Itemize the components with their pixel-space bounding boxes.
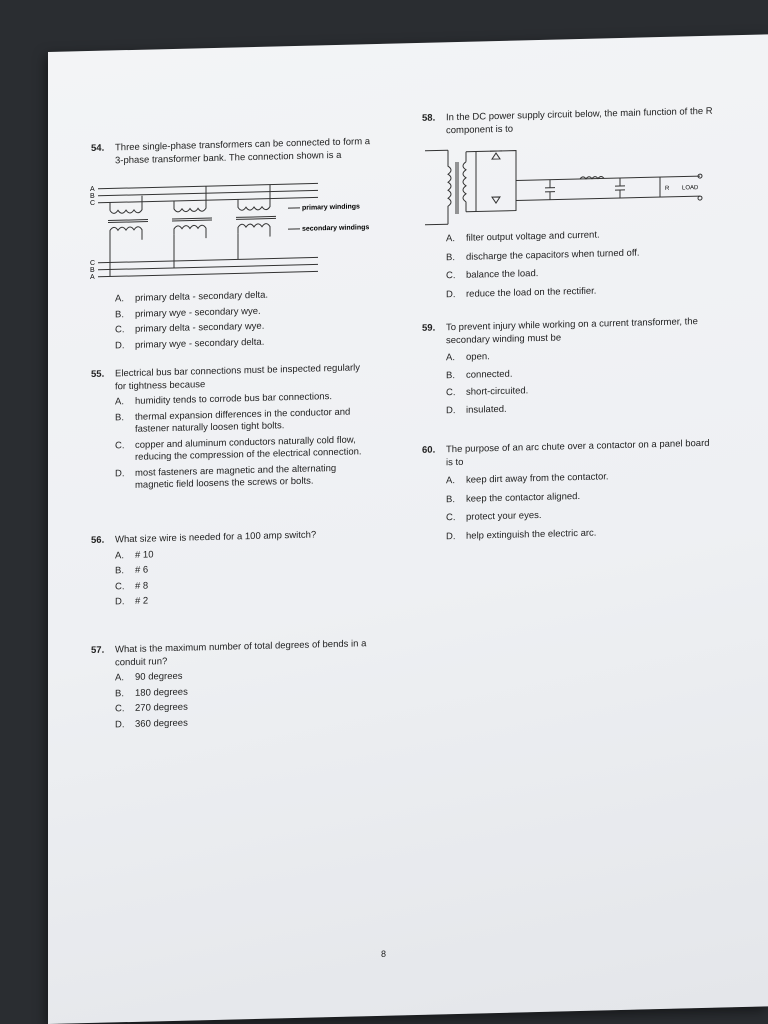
option-d [446, 282, 726, 301]
question-number: 58. [422, 112, 436, 124]
option-b [446, 363, 706, 382]
question-54 [91, 136, 375, 167]
load-label: LOAD [682, 185, 699, 192]
option-text: primary delta - secondary delta. [135, 289, 269, 304]
option-a [446, 346, 706, 365]
question-56 [91, 528, 385, 609]
option-letter: A. [115, 672, 124, 684]
option-d [115, 590, 385, 609]
question-number: 55. [91, 368, 105, 380]
option-letter: B. [446, 369, 455, 381]
option-letter: D. [115, 718, 125, 730]
exam-page [48, 34, 768, 1024]
option-d [115, 462, 365, 493]
option-text: copper and aluminum conductors naturally cold flow, reducing the compression of the electrical connection. [135, 433, 362, 463]
option-text: open. [466, 351, 490, 363]
phase-b-top: B [90, 192, 95, 200]
phase-c-top: C [90, 199, 96, 207]
option-letter: C. [115, 324, 125, 336]
option-letter: B. [115, 411, 124, 423]
option-letter: D. [446, 404, 456, 416]
option-c [115, 434, 365, 465]
option-text: most fasteners are magnetic and the alternating magnetic field loosens the screws or bolts. [135, 462, 337, 491]
option-letter: B. [446, 493, 455, 505]
option-d [115, 334, 355, 352]
option-letter: A. [115, 549, 124, 561]
question-text: Three single-phase transformers can be connected to form a 3-phase transformer bank. The connection shown is a [115, 136, 371, 166]
option-letter: D. [115, 467, 125, 479]
question-57 [91, 638, 375, 731]
option-text: protect your eyes. [466, 509, 542, 523]
page-number: 8 [381, 948, 387, 959]
option-a [446, 226, 726, 245]
primary-windings-label: primary windings [302, 203, 360, 212]
option-letter: C. [446, 270, 456, 282]
option-d [446, 398, 706, 417]
phase-b-bottom: B [90, 266, 95, 274]
option-letter: B. [115, 565, 124, 577]
question-text: In the DC power supply circuit below, the main function of the R component is to [446, 105, 713, 136]
option-text: short-circuited. [466, 385, 529, 398]
question-number: 54. [91, 142, 105, 154]
question-number: 57. [91, 644, 105, 656]
question-54-options [115, 284, 355, 352]
option-text: help extinguish the electric arc. [466, 527, 597, 542]
option-letter: D. [115, 339, 125, 351]
transformer-bank-diagram [88, 174, 388, 291]
option-letter: C. [115, 703, 125, 715]
option-letter: B. [446, 251, 455, 263]
question-text: To prevent injury while working on a current transformer, the secondary winding must be [446, 316, 698, 346]
phase-c-bottom: C [90, 259, 96, 267]
dc-power-supply-diagram [420, 136, 720, 233]
question-number: 59. [422, 322, 436, 334]
question-number: 60. [422, 444, 436, 456]
option-text: 360 degrees [135, 717, 188, 730]
option-c [446, 506, 716, 525]
option-letter: A. [446, 475, 455, 487]
option-letter: D. [115, 596, 125, 608]
option-text: 270 degrees [135, 701, 188, 714]
option-letter: B. [115, 308, 124, 320]
question-58 [422, 105, 726, 137]
option-letter: A. [446, 352, 455, 364]
option-b [446, 487, 716, 506]
option-text: 180 degrees [135, 686, 188, 699]
option-text: primary wye - secondary wye. [135, 305, 261, 320]
phase-a-top: A [90, 185, 95, 193]
question-55 [91, 362, 365, 493]
option-text: keep dirt away from the contactor. [466, 471, 609, 486]
option-letter: B. [115, 687, 124, 699]
question-text: What is the maximum number of total degrees of bends in a conduit run? [115, 638, 367, 668]
option-letter: C. [115, 439, 125, 451]
option-text: connected. [466, 368, 513, 381]
question-text: The purpose of an arc chute over a contactor on a panel board is to [446, 437, 710, 468]
option-text: # 10 [135, 548, 154, 561]
option-d [115, 713, 375, 732]
option-c [446, 263, 726, 282]
option-b [446, 245, 726, 264]
option-letter: D. [446, 530, 456, 542]
option-letter: A. [115, 293, 124, 305]
option-letter: C. [446, 387, 456, 399]
option-letter: D. [446, 288, 456, 300]
option-text: thermal expansion differences in the conductor and fastener naturally loosen tight bolts. [135, 406, 351, 435]
option-text: # 6 [135, 564, 149, 576]
question-60 [422, 437, 716, 544]
option-letter: C. [115, 580, 125, 592]
option-text: humidity tends to corrode bus bar connections. [135, 391, 332, 407]
option-letter: C. [446, 512, 456, 524]
question-59 [422, 316, 706, 417]
option-text: primary delta - secondary wye. [135, 320, 265, 335]
option-text: balance the load. [466, 268, 539, 281]
question-text: What size wire is needed for a 100 amp switch? [115, 529, 317, 546]
option-text: insulated. [466, 403, 507, 416]
option-c [446, 381, 706, 400]
option-letter: A. [446, 233, 455, 245]
phase-a-bottom: A [90, 273, 95, 281]
option-b [115, 406, 365, 437]
option-letter: A. [115, 396, 124, 408]
option-text: keep the contactor aligned. [466, 490, 581, 505]
r-component-label: R [665, 185, 670, 192]
option-text: primary wye - secondary delta. [135, 336, 265, 351]
secondary-windings-label: secondary windings [302, 224, 370, 233]
option-a [446, 469, 716, 488]
option-text: filter output voltage and current. [466, 229, 600, 244]
option-text: discharge the capacitors when turned off. [466, 247, 640, 263]
question-text: Electrical bus bar connections must be inspected regularly for tightness because [115, 362, 361, 392]
option-d [446, 524, 716, 543]
option-text: reduce the load on the rectifier. [466, 285, 597, 300]
option-text: 90 degrees [135, 670, 183, 683]
question-58-options [446, 223, 726, 301]
option-text: # 2 [135, 595, 149, 607]
question-number: 56. [91, 534, 105, 546]
option-text: # 8 [135, 580, 149, 592]
